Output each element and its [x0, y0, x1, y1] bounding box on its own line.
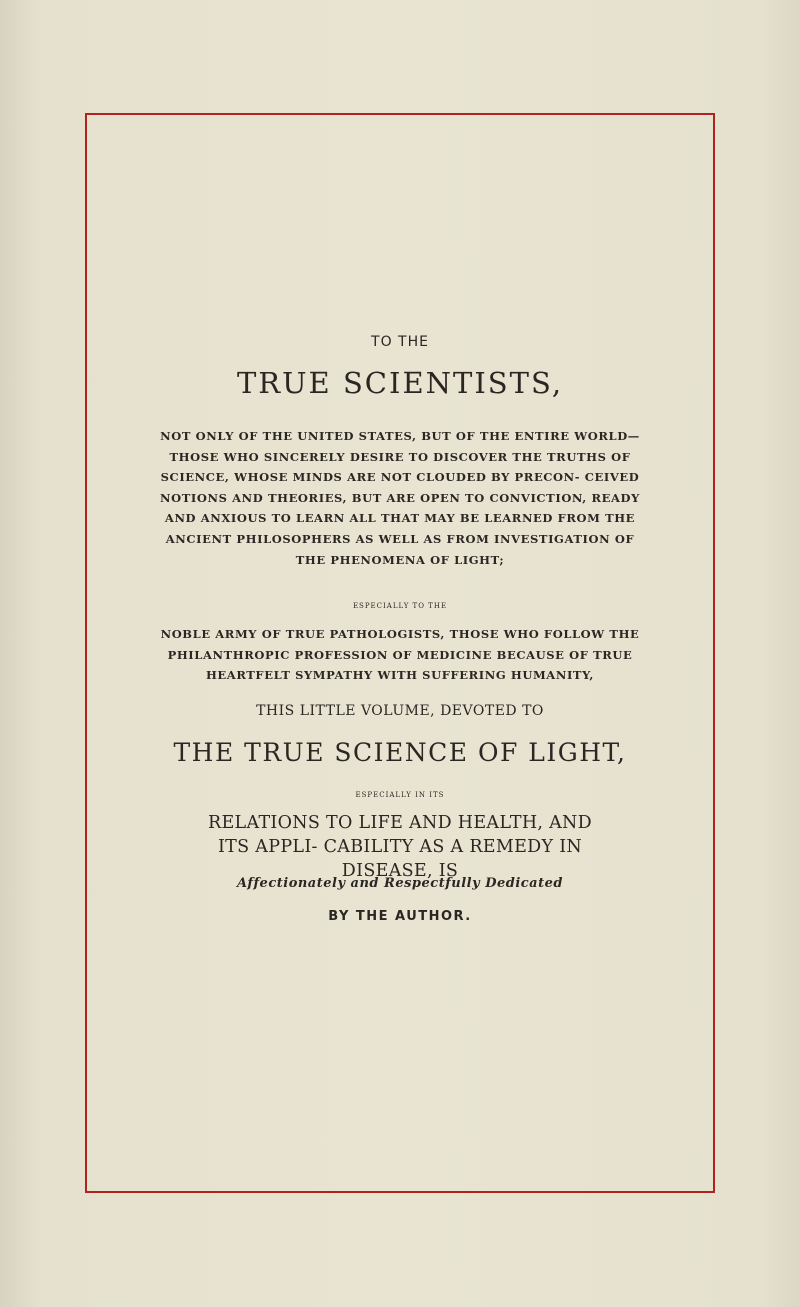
author-credit: BY THE AUTHOR.	[328, 909, 472, 924]
especially-to-the-label: ESPECIALLY TO THE	[352, 602, 448, 610]
page-title: TRUE SCIENTISTS,	[236, 366, 564, 400]
science-of-light-title: THE TRUE SCIENCE OF LIGHT,	[173, 738, 627, 767]
to-the-heading: TO THE	[371, 334, 429, 350]
dedicated-line: Affectionately and Respectfully Dedicated	[237, 876, 563, 891]
dedication-second-paragraph: NOBLE ARMY OF TRUE PATHOLOGISTS, THOSE WHO FOLLOW THE PHILANTHROPIC PROFESSION OF MEDICINE BECAUSE OF TRUE HEARTFELT SYMPATHY WITH SUFFERING HUMANITY,	[160, 627, 640, 683]
relations-paragraph: RELATIONS TO LIFE AND HEALTH, AND ITS APPLI- CABILITY AS A REMEDY IN DISEASE, IS	[208, 813, 592, 881]
dedication-first-paragraph: NOT ONLY OF THE UNITED STATES, BUT OF THE ENTIRE WORLD— THOSE WHO SINCERELY DESIRE TO DISCOVER THE TRUTHS OF SCIENCE, WHOSE MINDS ARE NOT CLOUDED BY PRECON- CEIVED NOTIONS AND THEORIES, BUT ARE OPEN TO CONVICTION, READY AND ANXIOUS TO LEARN ALL THAT MAY BE LEARNED FROM THE ANCIENT PHILOSOPHERS AS WELL AS FROM INVESTIGATION OF THE PHENOMENA OF LIGHT;	[160, 429, 640, 567]
this-little-volume-line: THIS LITTLE VOLUME, DEVOTED TO	[256, 703, 544, 719]
especially-in-its-label: ESPECIALLY IN ITS	[355, 791, 445, 799]
